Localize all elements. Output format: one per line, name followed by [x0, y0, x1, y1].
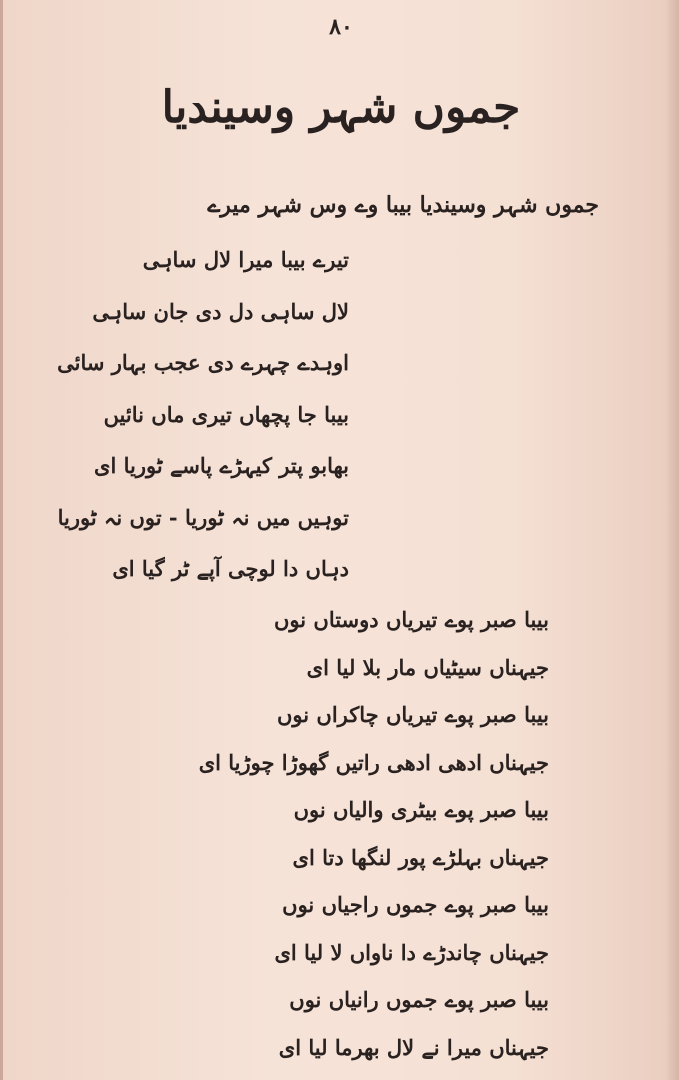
verse-line: جیہناں میرا نے لال بھرما لیا ای	[278, 1034, 549, 1060]
poem-subtitle: جموں شہر وسیندیا بیبا وے وس شہر میرے	[207, 192, 599, 218]
verse-line: جیہناں چاندڑے دا ناواں لا لیا ای	[274, 939, 549, 965]
stanza-one	[57, 240, 349, 601]
verse-line: بیبا صبر پوے تیریاں چاکراں نوں	[277, 702, 549, 727]
verse-line: بیبا صبر پوے بیٹری والیاں نوں	[293, 797, 549, 822]
verse-line: بھابو پتر کیہڑے پاسے ٹوریا ای	[94, 453, 349, 478]
verse-line: بیبا صبر پوے جموں رانیاں نوں	[289, 987, 549, 1012]
verse-line: جیہناں ادھی ادھی راتیں گھوڑا چوڑیا ای	[198, 749, 549, 775]
verse-line: بیبا صبر پوے جموں راجیاں نوں	[282, 892, 549, 917]
verse-line: تیرے بیبا میرا لال ساہی	[142, 247, 349, 272]
page-edge-shadow	[665, 0, 679, 1080]
verse-line: لال ساہی دل دی جان ساہی	[92, 298, 349, 324]
verse-line: دہاں دا لوچی آپے ٹر گیا ای	[112, 556, 349, 581]
page-number: ۸۰	[329, 14, 353, 40]
verse-line: بیبا جا پچھاں تیری ماں نائیں	[103, 401, 349, 427]
verse-line: جیہناں بہلڑے پور لنگھا دتا ای	[292, 844, 549, 870]
poem-title: جموں شہر وسیندیا	[161, 82, 521, 133]
verse-line: بیبا صبر پوے تیریاں دوستاں نوں	[273, 607, 549, 632]
verse-line: توہیں میں نہ ٹوریا - توں نہ ٹوریا	[57, 504, 349, 530]
stanza-two	[199, 600, 549, 1075]
verse-line: اوہدے چہرے دی عجب بہار سائی	[57, 350, 349, 375]
verse-line: جیہناں سیٹیاں مار بلا لیا ای	[306, 654, 549, 680]
